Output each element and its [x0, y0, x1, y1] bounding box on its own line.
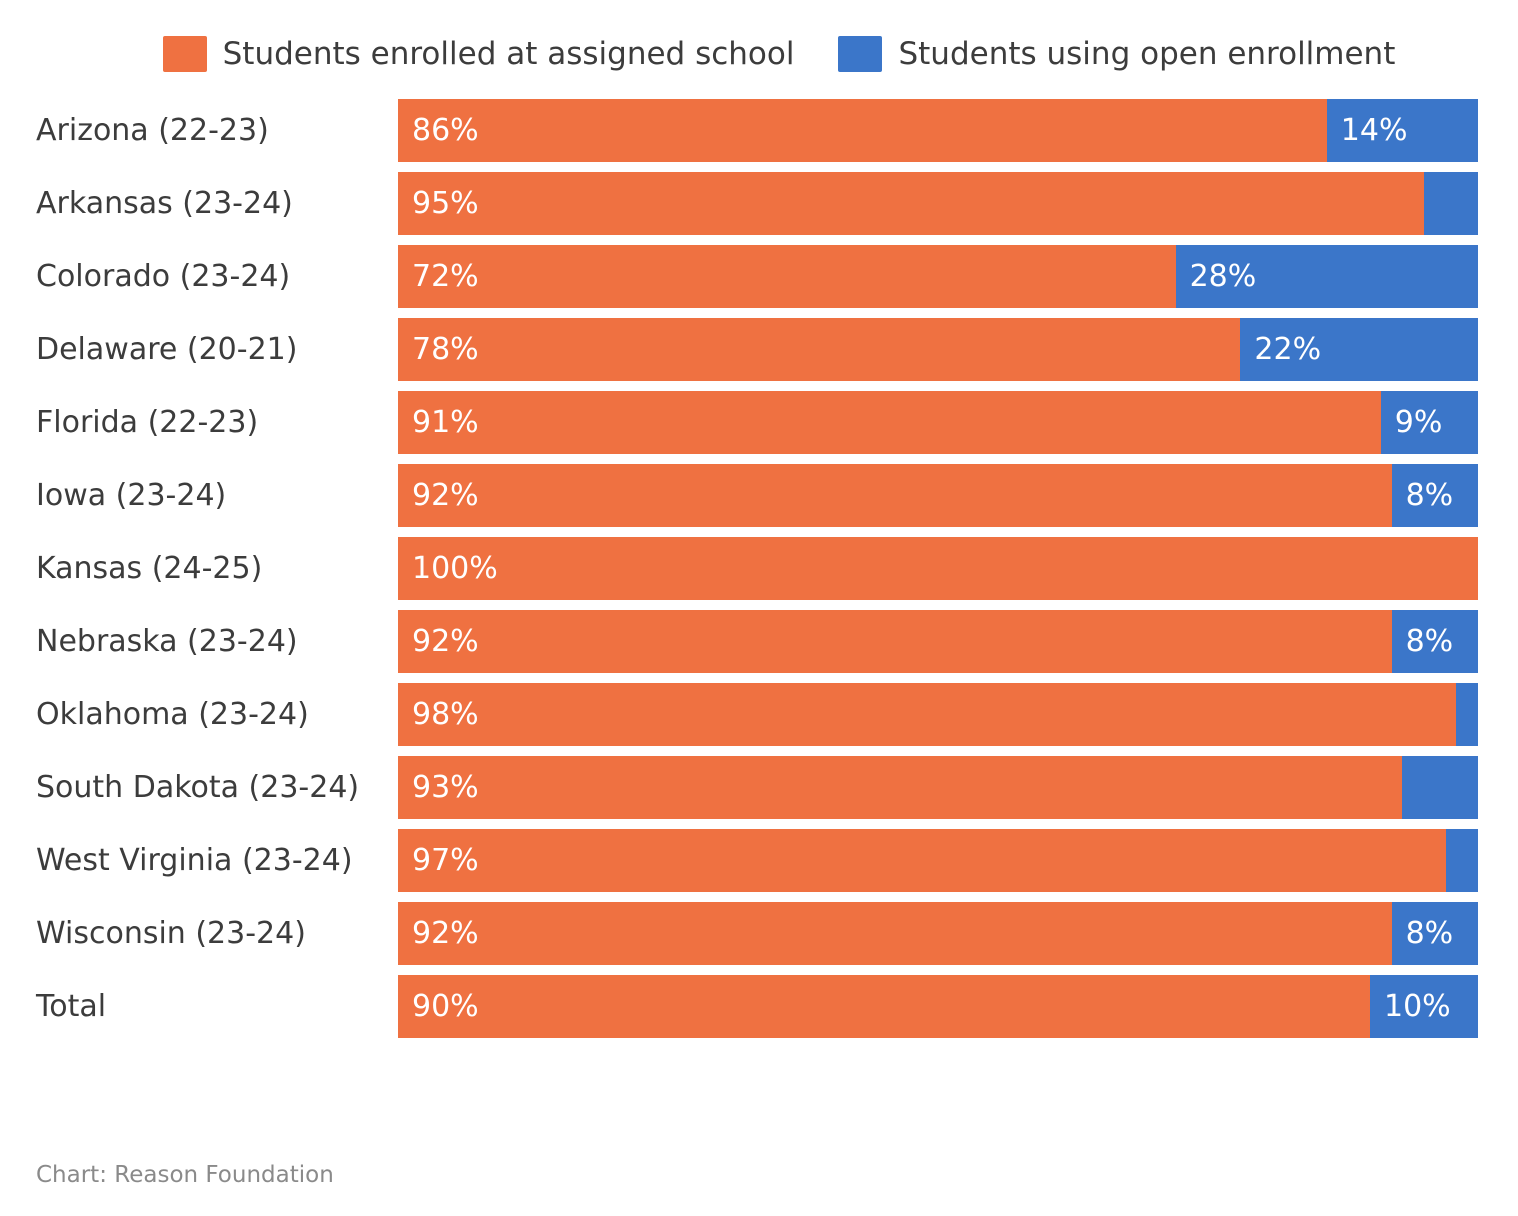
bar-segment-open-enrollment — [1424, 172, 1478, 235]
stacked-bar — [398, 975, 1478, 1038]
stacked-bar — [398, 172, 1478, 235]
category-label: Florida (22-23) — [36, 405, 259, 440]
category-label: Arkansas (23-24) — [36, 186, 293, 221]
bar-value-label: 93% — [412, 770, 479, 805]
bar-value-label: 92% — [412, 916, 479, 951]
stacked-bar — [398, 756, 1478, 819]
stacked-bar — [398, 245, 1478, 308]
chart-row — [36, 678, 1478, 751]
bar-segment-assigned — [398, 464, 1392, 527]
bar-segment-assigned — [398, 902, 1392, 965]
bar-value-label: 14% — [1340, 113, 1408, 148]
chart-row — [36, 459, 1478, 532]
bar-segment-open-enrollment — [1176, 245, 1478, 308]
bar-value-label: 100% — [412, 551, 498, 586]
chart-row — [36, 313, 1478, 386]
chart-row — [36, 970, 1478, 1043]
bar-segment-open-enrollment — [1240, 318, 1478, 381]
chart-row — [36, 386, 1478, 459]
stacked-bar — [398, 318, 1478, 381]
bar-value-label: 78% — [412, 332, 479, 367]
stacked-bar — [398, 610, 1478, 673]
bar-segment-open-enrollment — [1381, 391, 1478, 454]
legend-swatch-open-enrollment — [838, 36, 882, 72]
category-label: Wisconsin (23-24) — [36, 916, 306, 951]
category-label: Delaware (20-21) — [36, 332, 298, 367]
legend-swatch-assigned — [163, 36, 207, 72]
chart-row — [36, 532, 1478, 605]
bar-segment-open-enrollment — [1392, 610, 1478, 673]
bar-value-label: 91% — [412, 405, 479, 440]
chart-row — [36, 167, 1478, 240]
bar-segment-assigned — [398, 172, 1424, 235]
legend-item-assigned — [163, 36, 795, 72]
bar-segment-assigned — [398, 610, 1392, 673]
bar-segment-open-enrollment — [1456, 683, 1478, 746]
bar-segment-assigned — [398, 537, 1478, 600]
bar-segment-assigned — [398, 683, 1456, 746]
category-label: Nebraska (23-24) — [36, 624, 298, 659]
bar-value-label: 95% — [412, 186, 479, 221]
legend-item-open-enrollment — [838, 36, 1395, 72]
bar-value-label: 8% — [1405, 624, 1454, 659]
bar-value-label: 98% — [412, 697, 479, 732]
bar-segment-assigned — [398, 245, 1176, 308]
category-label: Iowa (23-24) — [36, 478, 227, 513]
stacked-bar — [398, 391, 1478, 454]
stacked-bar — [398, 902, 1478, 965]
category-label: Arizona (22-23) — [36, 113, 269, 148]
bar-segment-assigned — [398, 391, 1381, 454]
bar-value-label: 22% — [1254, 332, 1322, 367]
bar-value-label: 92% — [412, 478, 479, 513]
chart-row — [36, 751, 1478, 824]
bar-segment-assigned — [398, 99, 1327, 162]
legend-label-assigned: Students enrolled at assigned school — [222, 36, 795, 72]
legend-label-open-enrollment: Students using open enrollment — [898, 36, 1396, 72]
bar-value-label: 28% — [1189, 259, 1257, 294]
stacked-bar — [398, 99, 1478, 162]
bar-segment-open-enrollment — [1402, 756, 1478, 819]
chart-row — [36, 897, 1478, 970]
chart-row — [36, 605, 1478, 678]
bar-segment-open-enrollment — [1327, 99, 1478, 162]
bar-segment-assigned — [398, 318, 1240, 381]
bar-segment-assigned — [398, 756, 1402, 819]
bar-segment-open-enrollment — [1446, 829, 1478, 892]
chart-source-note: Chart: Reason Foundation — [36, 1162, 334, 1188]
bar-value-label: 97% — [412, 843, 479, 878]
bar-segment-open-enrollment — [1392, 902, 1478, 965]
bar-value-label: 72% — [412, 259, 479, 294]
chart-row — [36, 240, 1478, 313]
bar-value-label: 92% — [412, 624, 479, 659]
bar-value-label: 10% — [1384, 989, 1451, 1024]
chart-row — [36, 824, 1478, 897]
chart-plot-area — [0, 94, 1518, 1043]
chart-row — [36, 94, 1478, 167]
stacked-bar — [398, 683, 1478, 746]
bar-value-label: 9% — [1394, 405, 1443, 440]
category-label: Kansas (24-25) — [36, 551, 263, 586]
category-label: South Dakota (23-24) — [36, 770, 360, 805]
bar-value-label: 8% — [1405, 478, 1454, 513]
category-label: West Virginia (23-24) — [36, 843, 353, 878]
bar-value-label: 8% — [1405, 916, 1454, 951]
category-label: Total — [36, 989, 107, 1024]
stacked-bar — [398, 464, 1478, 527]
bar-segment-open-enrollment — [1370, 975, 1478, 1038]
bar-segment-assigned — [398, 829, 1446, 892]
bar-value-label: 86% — [412, 113, 479, 148]
bar-value-label: 90% — [412, 989, 479, 1024]
chart-legend — [0, 0, 1518, 72]
stacked-bar — [398, 537, 1478, 600]
stacked-bar — [398, 829, 1478, 892]
category-label: Oklahoma (23-24) — [36, 697, 309, 732]
category-label: Colorado (23-24) — [36, 259, 291, 294]
bar-segment-open-enrollment — [1392, 464, 1478, 527]
bar-segment-assigned — [398, 975, 1370, 1038]
